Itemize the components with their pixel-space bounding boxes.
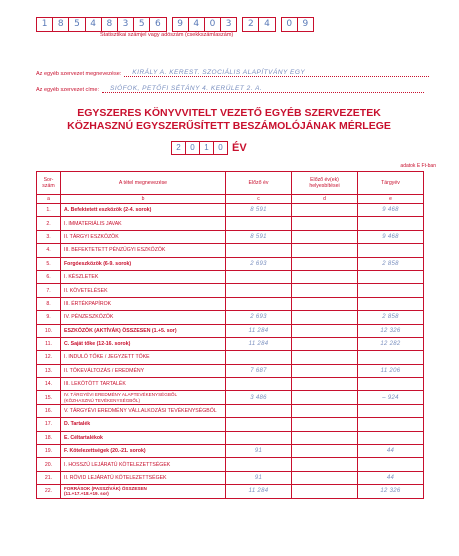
row-number: 18. [37,431,61,444]
table-row [37,337,424,350]
row-current-year [358,378,424,391]
column-letter: d [292,195,358,204]
row-adjustments [292,337,358,350]
row-adjustments [292,418,358,431]
row-adjustments [292,458,358,471]
row-current-year: 2 858 [358,311,424,324]
tax-id-digit: 2 [242,17,259,32]
table-row [37,445,424,458]
row-adjustments [292,431,358,444]
row-number: 16. [37,404,61,417]
year-digit: 1 [199,141,214,155]
row-current-year [358,270,424,283]
row-item-name: F. Kötelezettségek (20.-21. sorok) [61,445,226,458]
row-previous-year [226,297,292,310]
tax-id-digit: 0 [281,17,298,32]
tax-id-boxes [36,17,313,32]
tax-id-digit: 3 [117,17,134,32]
org-name-field [36,68,429,77]
row-previous-year [226,244,292,257]
header-item-name: A tétel megnevezése [61,172,226,195]
tax-id-digit: 6 [149,17,166,32]
table-row [37,418,424,431]
table-row [37,270,424,283]
table-row [37,485,424,498]
row-item-name: II. RÖVID LEJÁRATÚ KÖTELEZETTSÉGEK [61,471,226,484]
row-item-name: III. ÉRTÉKPAPÍROK [61,297,226,310]
org-address-label: Az egyéb szervezet címe: [36,87,99,93]
row-item-name: V. TÁRGYÉVI EREDMÉNY VÁLLALKOZÁSI TEVÉKENYSÉGBŐL [61,404,226,417]
row-adjustments [292,270,358,283]
row-adjustments [292,297,358,310]
row-adjustments [292,311,358,324]
row-previous-year: 8 591 [226,204,292,217]
row-adjustments [292,351,358,364]
org-name-value: KIRÁLY A. KEREST. SZOCIÁLIS ALAPÍTVÁNY EGY [132,69,306,76]
year-digit: 0 [213,141,228,155]
row-number: 15. [37,391,61,404]
row-previous-year [226,270,292,283]
row-current-year [358,351,424,364]
row-adjustments [292,485,358,498]
table-row [37,364,424,377]
row-number: 19. [37,445,61,458]
table-row [37,324,424,337]
row-item-name: I. HOSSZÚ LEJÁRATÚ KÖTELEZETTSÉGEK [61,458,226,471]
row-item-name: I. INDULÓ TŐKE / JEGYZETT TŐKE [61,351,226,364]
row-item-name: II. TÁRGYI ESZKÖZÖK [61,230,226,243]
row-item-name: I. KÉSZLETEK [61,270,226,283]
row-previous-year: 7 687 [226,364,292,377]
row-previous-year: 91 [226,471,292,484]
row-current-year [358,458,424,471]
row-current-year: 12 282 [358,337,424,350]
row-adjustments [292,471,358,484]
row-previous-year [226,351,292,364]
row-number: 3. [37,230,61,243]
row-previous-year: 3 486 [226,391,292,404]
tax-id-digit: 3 [220,17,237,32]
row-previous-year [226,431,292,444]
tax-id-digit: 9 [297,17,314,32]
row-adjustments [292,217,358,230]
row-number: 12. [37,351,61,364]
row-previous-year [226,284,292,297]
row-current-year [358,297,424,310]
row-item-name: D. Tartalék [61,418,226,431]
table-row [37,431,424,444]
header-previous-year: Előző év [226,172,292,195]
row-adjustments [292,391,358,404]
org-address-value: SIÓFOK, PETŐFI SÉTÁNY 4. KERÜLET 2. A. [109,85,263,92]
year-suffix: ÉV [232,142,247,154]
row-number: 11. [37,337,61,350]
column-letter: a [37,195,61,204]
row-number: 7. [37,284,61,297]
row-previous-year: 11 284 [226,485,292,498]
row-number: 9. [37,311,61,324]
row-current-year: 9 468 [358,204,424,217]
column-letter: b [61,195,226,204]
year-digit: 2 [171,141,186,155]
tax-id-digit: 9 [172,17,189,32]
table-row [37,351,424,364]
table-row [37,391,424,404]
row-current-year: 9 468 [358,230,424,243]
year-digits [171,141,227,155]
row-adjustments [292,204,358,217]
row-previous-year: 11 284 [226,324,292,337]
row-adjustments [292,257,358,270]
tax-id-digit: 5 [133,17,150,32]
row-previous-year [226,378,292,391]
row-item-name: IV. PÉNZESZKÖZÖK [61,311,226,324]
row-number: 4. [37,244,61,257]
table-row [37,204,424,217]
row-item-name: A. Befektetett eszközök (2-4. sorok) [61,204,226,217]
row-item-name: III. LEKÖTÖTT TARTALÉK [61,378,226,391]
row-item-name: II. TŐKEVÁLTOZÁS / EREDMÉNY [61,364,226,377]
unit-note: adatok E Ft-ban [400,163,436,169]
row-current-year: 11 206 [358,364,424,377]
tax-id-caption: Statisztikai számjel vagy adószám (csekkszámlaszám) [100,32,234,38]
row-item-name: III. BEFEKTETETT PÉNZÜGYI ESZKÖZÖK [61,244,226,257]
form-title-line2: KÖZHASZNÚ EGYSZERŰSÍTETT BESZÁMOLÓJÁNAK MÉRLEGE [67,120,391,132]
tax-id-digit: 4 [188,17,205,32]
table-row [37,284,424,297]
table-row [37,230,424,243]
row-previous-year: 11 284 [226,337,292,350]
row-current-year [358,404,424,417]
table-row [37,471,424,484]
header-current-year: Tárgyév [358,172,424,195]
row-number: 1. [37,204,61,217]
row-previous-year: 2 693 [226,311,292,324]
tax-id-digit: 8 [101,17,118,32]
table-row [37,217,424,230]
table-row [37,297,424,310]
column-letter: e [358,195,424,204]
row-adjustments [292,364,358,377]
tax-id-digit: 8 [52,17,69,32]
row-previous-year [226,458,292,471]
row-adjustments [292,324,358,337]
tax-id-digit: 1 [36,17,53,32]
form-title-line1: EGYSZERES KÖNYVVITELT VEZETŐ EGYÉB SZERVEZETEK [77,107,381,119]
column-letter: c [226,195,292,204]
row-adjustments [292,404,358,417]
row-number: 8. [37,297,61,310]
row-item-name: ESZKÖZÖK (AKTÍVÁK) ÖSSZESEN (1.+5. sor) [61,324,226,337]
row-previous-year: 2 693 [226,257,292,270]
table-row [37,311,424,324]
table-row [37,458,424,471]
row-item-name: C. Saját tőke (12-16. sorok) [61,337,226,350]
year-digit: 0 [185,141,200,155]
row-current-year: 44 [358,471,424,484]
row-item-name: FORRÁSOK (PASSZÍVÁK) ÖSSZESEN (11.+17.+18.+19. sor) [61,485,226,498]
row-adjustments [292,378,358,391]
table-row [37,244,424,257]
row-previous-year [226,217,292,230]
row-current-year: 2 858 [358,257,424,270]
header-adjustments: Előző év(ek) helyesbítései [292,172,358,195]
column-letter-row [37,195,424,204]
row-previous-year [226,404,292,417]
tax-id-digit: 0 [204,17,221,32]
row-current-year [358,284,424,297]
row-number: 13. [37,364,61,377]
year-box [171,141,247,155]
row-previous-year [226,418,292,431]
row-current-year [358,244,424,257]
row-adjustments [292,244,358,257]
row-item-name: IV. TÁRGYÉVI EREDMÉNY ALAPTEVÉKENYSÉGBŐL (KÖZHASZNÚ TEVÉKENYSÉGBŐL) [61,391,226,404]
row-item-name: I. IMMATERIÁLIS JAVAK [61,217,226,230]
row-current-year: 44 [358,445,424,458]
table-row [37,378,424,391]
org-name-label: Az egyéb szervezet megnevezése: [36,71,122,77]
row-number: 5. [37,257,61,270]
row-adjustments [292,284,358,297]
tax-id-digit: 4 [258,17,275,32]
tax-id-digit: 5 [68,17,85,32]
row-current-year [358,217,424,230]
header-row-number: Sor- szám [37,172,61,195]
row-adjustments [292,445,358,458]
org-address-field [36,84,424,93]
row-previous-year: 8 591 [226,230,292,243]
row-number: 2. [37,217,61,230]
table-row [37,257,424,270]
row-number: 21. [37,471,61,484]
table-row [37,404,424,417]
tax-id-digit: 4 [85,17,102,32]
row-adjustments [292,230,358,243]
table-header-row [37,172,424,195]
row-number: 22. [37,485,61,498]
row-current-year: – 924 [358,391,424,404]
row-number: 6. [37,270,61,283]
row-current-year [358,418,424,431]
balance-sheet-table [36,171,424,499]
row-number: 20. [37,458,61,471]
row-current-year: 12 326 [358,485,424,498]
row-previous-year: 91 [226,445,292,458]
row-number: 10. [37,324,61,337]
row-current-year: 12 326 [358,324,424,337]
row-number: 14. [37,378,61,391]
row-item-name: E. Céltartalékok [61,431,226,444]
row-item-name: Forgóeszközök (6-9. sorok) [61,257,226,270]
row-item-name: II. KÖVETELÉSEK [61,284,226,297]
row-current-year [358,431,424,444]
row-number: 17. [37,418,61,431]
